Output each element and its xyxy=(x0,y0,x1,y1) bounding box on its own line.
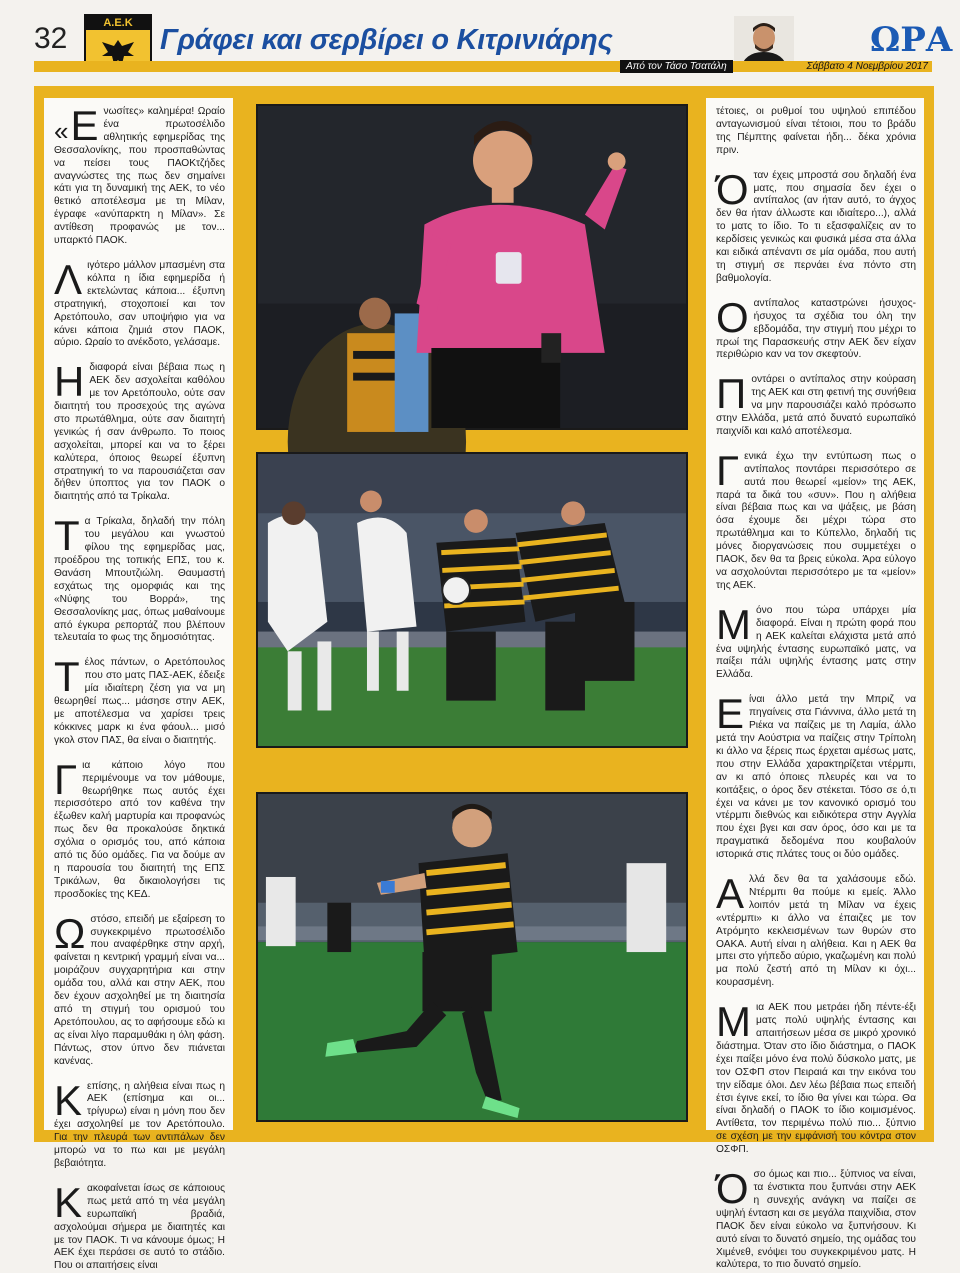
paragraph-text: όνο που τώρα υπάρχει μία διαφορά. Είναι η πρώτη φορά που η ΑΕΚ καλείται ελάχιστα μετά από ένα υψηλής έντασης ευρωπαϊκό ματς, να παίξει πάλι υψηλής έντασης ματς στην Ελλάδα. xyxy=(716,604,916,681)
brand-logo: ΩΡΑ xyxy=(870,20,953,60)
article-paragraph xyxy=(716,600,916,682)
drop-cap xyxy=(54,755,78,803)
drop-cap xyxy=(54,653,80,701)
drop-cap-letter: Α xyxy=(716,870,745,918)
right-text-column xyxy=(706,98,924,1271)
drop-cap xyxy=(54,358,85,406)
drop-cap xyxy=(716,600,751,648)
article-paragraph xyxy=(716,870,916,990)
paragraph-text: ιγότερο μάλλον μπασμένη στα κόλπα η ίδια εφημερίδα ή εκτελώντας κάποια... έξυπνη στρατηγική, στοχοποιεί και τον Αρετόπουλο, σαν υποψήφιο για να κάνει κάποια ζημιά στον ΠΑΟΚ, αύριο. Ωραίο το ανέκδοτο, γελάσαμε. xyxy=(54,259,225,349)
paragraph-text: διαφορά είναι βέβαια πως η ΑΕΚ δεν ασχολείται καθόλου με τον Αρετόπουλο, ούτε σαν διαιτητή του προσεχούς της αγώνα στο πρωτάθλημα, ούτε σαν διαιτητή γενικώς ή σαν άνθρωπο. Το ποιος ασχολείται, μπορεί και να το ξέρει καλύτερα, όποιος θεωρεί έξυπνη στρατηγική το να παρουσιάζεται σαν δήθεν ύποπτος για τον ΠΑΟΚ ο διαιτητής από τα Τρίκαλα. xyxy=(54,362,225,503)
article-paragraph xyxy=(54,755,225,902)
drop-cap-letter: Γ xyxy=(54,755,78,803)
player-running-photo xyxy=(256,792,688,1122)
left-text-column xyxy=(44,98,233,1272)
drop-cap xyxy=(716,446,740,494)
drop-cap xyxy=(716,370,747,418)
article-paragraph xyxy=(716,446,916,593)
article-paragraph xyxy=(716,165,916,286)
paragraph-text: ταν έχεις μπροστά σου δηλαδή ένα ματς, που σημασία δεν έχει ο αντίπαλος (αν ήταν αυτό, το άγχος δεν θα ήταν άλλωστε και ιδιαίτερο...), αλλά το ματς το ίδιο. Το τι εξασφαλίζεις αν το κερδίσεις γενικώς και φυσικά μέσα στα άλλα και ειδικά απέναντι σε μία ομάδα, που αυτή τη στιγμή σε περνάει ένα πόντο στη βαθμολογία. xyxy=(716,169,916,284)
paragraph-text: ια κάποιο λόγο που περιμένουμε να τον μάθουμε, θεωρήθηκε πως αυτός έχει περισσότερο από τον καθένα την έξωθεν καλή μαρτυρία και προφανώς πως δεν θα προκαλούσε δηκτικά σχόλια ο ορισμός του, από κάποια από τις δύο ομάδες. Για να δούμε αν η παρουσία του διαιτητή της ΕΠΣ Τρικάλων, θα δικαιολογήσει τις προσδοκίες της ΚΕΔ. xyxy=(54,759,225,900)
drop-cap-letter: Τ xyxy=(54,512,80,560)
drop-cap xyxy=(54,255,83,303)
drop-cap-letter: Κ xyxy=(54,1076,83,1124)
paragraph-text: ακοφαίνεται ίσως σε κάποιους πως μετά από τη νέα μεγάλη ευρωπαϊκή βραδιά, ασχολούμαι σήμερα με διαιτητές και με τον ΠΑΟΚ. Τι να κάνουμε όμως; Η ΑΕΚ έχει περάσει σε αυτό το στάδιο. Που οι απαιτήσεις είναι xyxy=(54,1182,225,1272)
drop-cap-letter: Κ xyxy=(54,1178,83,1226)
paragraph-text: οντάρει ο αντίπαλος στην κούραση της ΑΕΚ και στη φετινή της συνήθεια να μην παρουσιάζει καλό πρόσωπο στην Ελλάδα, μετά από δυνατό ευρωπαϊκό παιχνίδι και καλό αποτέλεσμα. xyxy=(716,374,916,437)
drop-cap-letter: Ο xyxy=(716,293,749,341)
drop-cap xyxy=(54,1076,83,1124)
drop-cap-letter: Τ xyxy=(54,653,80,701)
drop-cap-letter: Π xyxy=(716,370,747,418)
paragraph-text: νωσίτες» καλημέρα! Ωραίο ένα πρωτοσέλιδο αθλητικής εφημερίδας της Θεσσαλονίκης, που προσπαθώντας να πείσει τους ΠΑΟΚτζήδες αναγνώστες της πως δεν σημαίνει κάτι για τη δυναμική της ΑΕΚ, το νέο θετικό αποτέλεσμα με τη Μίλαν, έγραφε «ανύπαρκτη η Μίλαν». Σε αντίθεση προφανώς με τον... υπαρκτό ΠΑΟΚ. xyxy=(54,106,225,247)
referee-photo xyxy=(256,104,688,430)
logo-text: Α.Ε.Κ xyxy=(86,16,150,30)
article-paragraph xyxy=(54,909,225,1069)
drop-cap xyxy=(716,998,751,1046)
drop-cap xyxy=(716,293,749,341)
drop-cap-letter: Ό xyxy=(716,165,749,213)
article-paragraph xyxy=(54,653,225,747)
paragraph-text: ενικά έχω την εντύπωση πως ο αντίπαλος ποντάρει περισσότερο σε αυτά που θεωρεί «μείον» της ΑΕΚ, παρά τα δικά του «συν». Που η αλήθεια είναι βέβαια πως και να ψάξεις, με βάση όσα έχουμε δει μέχρι τώρα στο πρωτάθλημα και το Κύπελλο, δηλαδή τις μόνες διοργανώσεις που συμμετέχει ο ΠΑΟΚ, δεν θα τα βρεις εύκολα. Άρα εύλογο να ασχολούνται περισσότερο με τα «μείον» της ΑΕΚ. xyxy=(716,450,916,591)
paragraph-text: στόσο, επειδή με εξαίρεση το συγκεκριμένο πρωτοσέλιδο που αναφέρθηκε στην αρχή, φαίνεται η κεντρική γραμμή είναι να... μοιράζουν συγχαρητήρια και στην ομάδα του, αλλά και στην ΑΕΚ, που δεν έχουν ασχοληθεί με τη διαιτησία από τη στιγμή του ορισμού του Αρετόπουλου, ας το αφήσουμε εδώ κι ας είναι λίγο παραμυθάκι η όλη φάση. Πάντως, στον ύπνο δεν πιάνεται κανένας. xyxy=(54,913,225,1067)
paragraph-text: αντίπαλος καταστρώνει ήσυχος-ήσυχος τα σχέδια του όλη την εβδομάδα, την στιγμή που μέχρι το πρωί της Παρασκευής στην ΑΕΚ δεν είχαν περιθώριο καν να τον σκεφτούν. xyxy=(716,297,916,361)
drop-cap xyxy=(54,102,99,149)
article-paragraph xyxy=(54,512,225,645)
open-quote: « xyxy=(54,116,69,146)
header-stripe xyxy=(34,61,932,72)
drop-cap-letter: Ω xyxy=(54,909,86,957)
drop-cap-letter: Λ xyxy=(54,255,83,303)
drop-cap-letter: Μ xyxy=(716,998,751,1046)
paragraph-text: επίσης, η αλήθεια είναι πως η ΑΕΚ (επίσημα και οι... τρίγυρω) είναι η μόνη που δεν έχει ασχοληθεί με τον Αρετόπουλο. Για την πλευρά των αντιπάλων δεν μπορώ να το πω και με μεγάλη βεβαιότητα. xyxy=(54,1080,225,1169)
paragraph-text: τέτοιες, οι ρυθμοί του υψηλού επιπέδου ανταγωνισμού είναι τέτοιοι, που το βράδυ της Πέμπτης φαίνεται ήδη... δέκα χρόνια πριν. xyxy=(716,106,916,156)
drop-cap xyxy=(54,1178,83,1226)
paragraph-text: σο όμως και πιο... ξύπνιος να είναι, τα ένστικτα που ξυπνάει στην ΑΕΚ η συνεχής ανάγκη να παίζει σε υψηλή ένταση και σε μεγάλα παιχνίδια, στον ΠΑΟΚ δεν είναι εύκολο να ξυπνήσουν. Κι αυτό είναι το δυνατό σημείο, της ομάδας του Χιμένεθ, ενόψει του συγκεκριμένου ματς. Η καλύτερα, το πιο δυνατό σημείο. xyxy=(716,1169,916,1271)
page-headline: Γράφει και σερβίρει ο Κιτρινιάρης xyxy=(160,24,613,56)
paragraph-text: λλά δεν θα τα χαλάσουμε εδώ. Ντέρμπι θα πούμε κι εμείς. Άλλο λοιπόν μετά τη Μίλαν να έχεις «ντέρμπι» κι άλλο να έπαιζες με τον Ατρόμητο κεκλεισμένων των θυρών στο ΟΑΚΑ. Αυτή είναι η αλήθεια. Και η ΑΕΚ θα μπει στο γήπεδο αύριο, γκαζωμένη και πολύ μα πολύ ζεστή από τη Μίλαν κι όχι... κουρασμένη. xyxy=(716,874,916,989)
article-paragraph xyxy=(716,106,916,158)
page-number: 32 xyxy=(34,22,68,55)
page-header xyxy=(0,0,960,86)
drop-cap xyxy=(716,165,749,213)
article-paragraph xyxy=(716,370,916,439)
drop-cap xyxy=(54,512,80,560)
paragraph-text: ια ΑΕΚ που μετράει ήδη πέντε-έξι ματς πολύ υψηλής έντασης και απαιτήσεων μέσα σε μικρό χρονικό διάστημα. Όταν στο ίδιο διάστημα, ο ΠΑΟΚ έχει παίξει μόνο ένα πολύ δύσκολο ματς, με τον ΟΣΦΠ στον Πειραιά και την εικόνα του την είδαμε όλοι. Δεν λέω βέβαια πως επειδή έτσι έγινε εκεί, το ίδιο θα γίνει και τώρα. Θα είναι δηλαδή ο ΠΑΟΚ το ίδιο κοιμισμένος. Αντίθετα, τον περιμένω πολύ πιο... ξύπνιο σε σχέση με την εμφάνισή του κόντρα στον ΟΣΦΠ. xyxy=(716,1002,916,1156)
paragraph-text: ίναι άλλο μετά την Μπριζ να πηγαίνεις στα Γιάννινα, άλλο μετά τη Ριέκα να παίζεις με τη Λαμία, άλλο μετά την Αούστρια να παίζεις στην Τρίπολη κι άλλο να ξέρεις πως έρχεται αμέσως ματς, που στην Ελλάδα χαρακτηρίζεται ντέρμπι, αν κι από όποιες πλευρές και να το κοιτάξεις, ο όρος δεν στέκεται. Τόσο σε ό,τι έχει να κάνει με τον κανονικό ορισμό του ντέρμπι διεθνώς και ειδικότερα στην Αγγλία που έχει βγει και σαν όρος, όσο και με τα πραγματικά δεδομένα που κουβαλούν ιστορικά στις πλάτες τους οι δύο ομάδες. xyxy=(716,694,916,861)
drop-cap-letter: Ε xyxy=(70,102,99,149)
article-paragraph xyxy=(54,358,225,504)
article-paragraph xyxy=(54,255,225,350)
match-action-photo xyxy=(256,452,688,748)
drop-cap xyxy=(716,870,745,918)
drop-cap xyxy=(716,690,745,738)
article-paragraph xyxy=(54,1178,225,1273)
article-paragraph xyxy=(716,1165,916,1272)
drop-cap-letter: Ό xyxy=(716,1165,749,1213)
drop-cap xyxy=(54,909,86,957)
byline: Από τον Τάσο Τσατάλη xyxy=(620,60,733,73)
drop-cap xyxy=(716,1165,749,1213)
article-paragraph xyxy=(716,690,916,862)
drop-cap-letter: Ε xyxy=(716,690,745,738)
article-paragraph xyxy=(54,102,225,248)
drop-cap-letter: Η xyxy=(54,358,85,406)
paragraph-text: α Τρίκαλα, δηλαδή την πόλη του μεγάλου και γνωστού φίλου της εφημερίδας μας, προέδρου της τοπικής ΕΠΣ, του κ. Θανάση Μπουτζιώλη. Θαυμαστή εσχάτως της ομορφιάς και της «Νύφης του Βορρά», της Θεσσαλονίκης μας, όπως μαθαίνουμε από έγκυρα ρεπορτάζ που βλέπουν τελευταία το φως της δημοσιότητας. xyxy=(54,516,225,644)
drop-cap-letter: Γ xyxy=(716,446,740,494)
article-paragraph xyxy=(54,1076,225,1171)
article-paragraph xyxy=(716,998,916,1157)
drop-cap-letter: Μ xyxy=(716,600,751,648)
paragraph-text: έλος πάντων, ο Αρετόπουλος που στο ματς ΠΑΣ-ΑΕΚ, έδειξε μία ιδιαίτερη ζέση για να μη θεωρηθεί πως... μάσησε στην ΑΕΚ, με αποτέλεσμα να χαρίσει τρεις κόκκινες μαρκ κι ένα φάουλ... μισό γκολ στον ΠΑΣ, θα είναι ο διαιτητής. xyxy=(54,657,225,746)
article-paragraph xyxy=(716,293,916,363)
issue-date: Σάββατο 4 Νοεμβρίου 2017 xyxy=(806,61,928,72)
